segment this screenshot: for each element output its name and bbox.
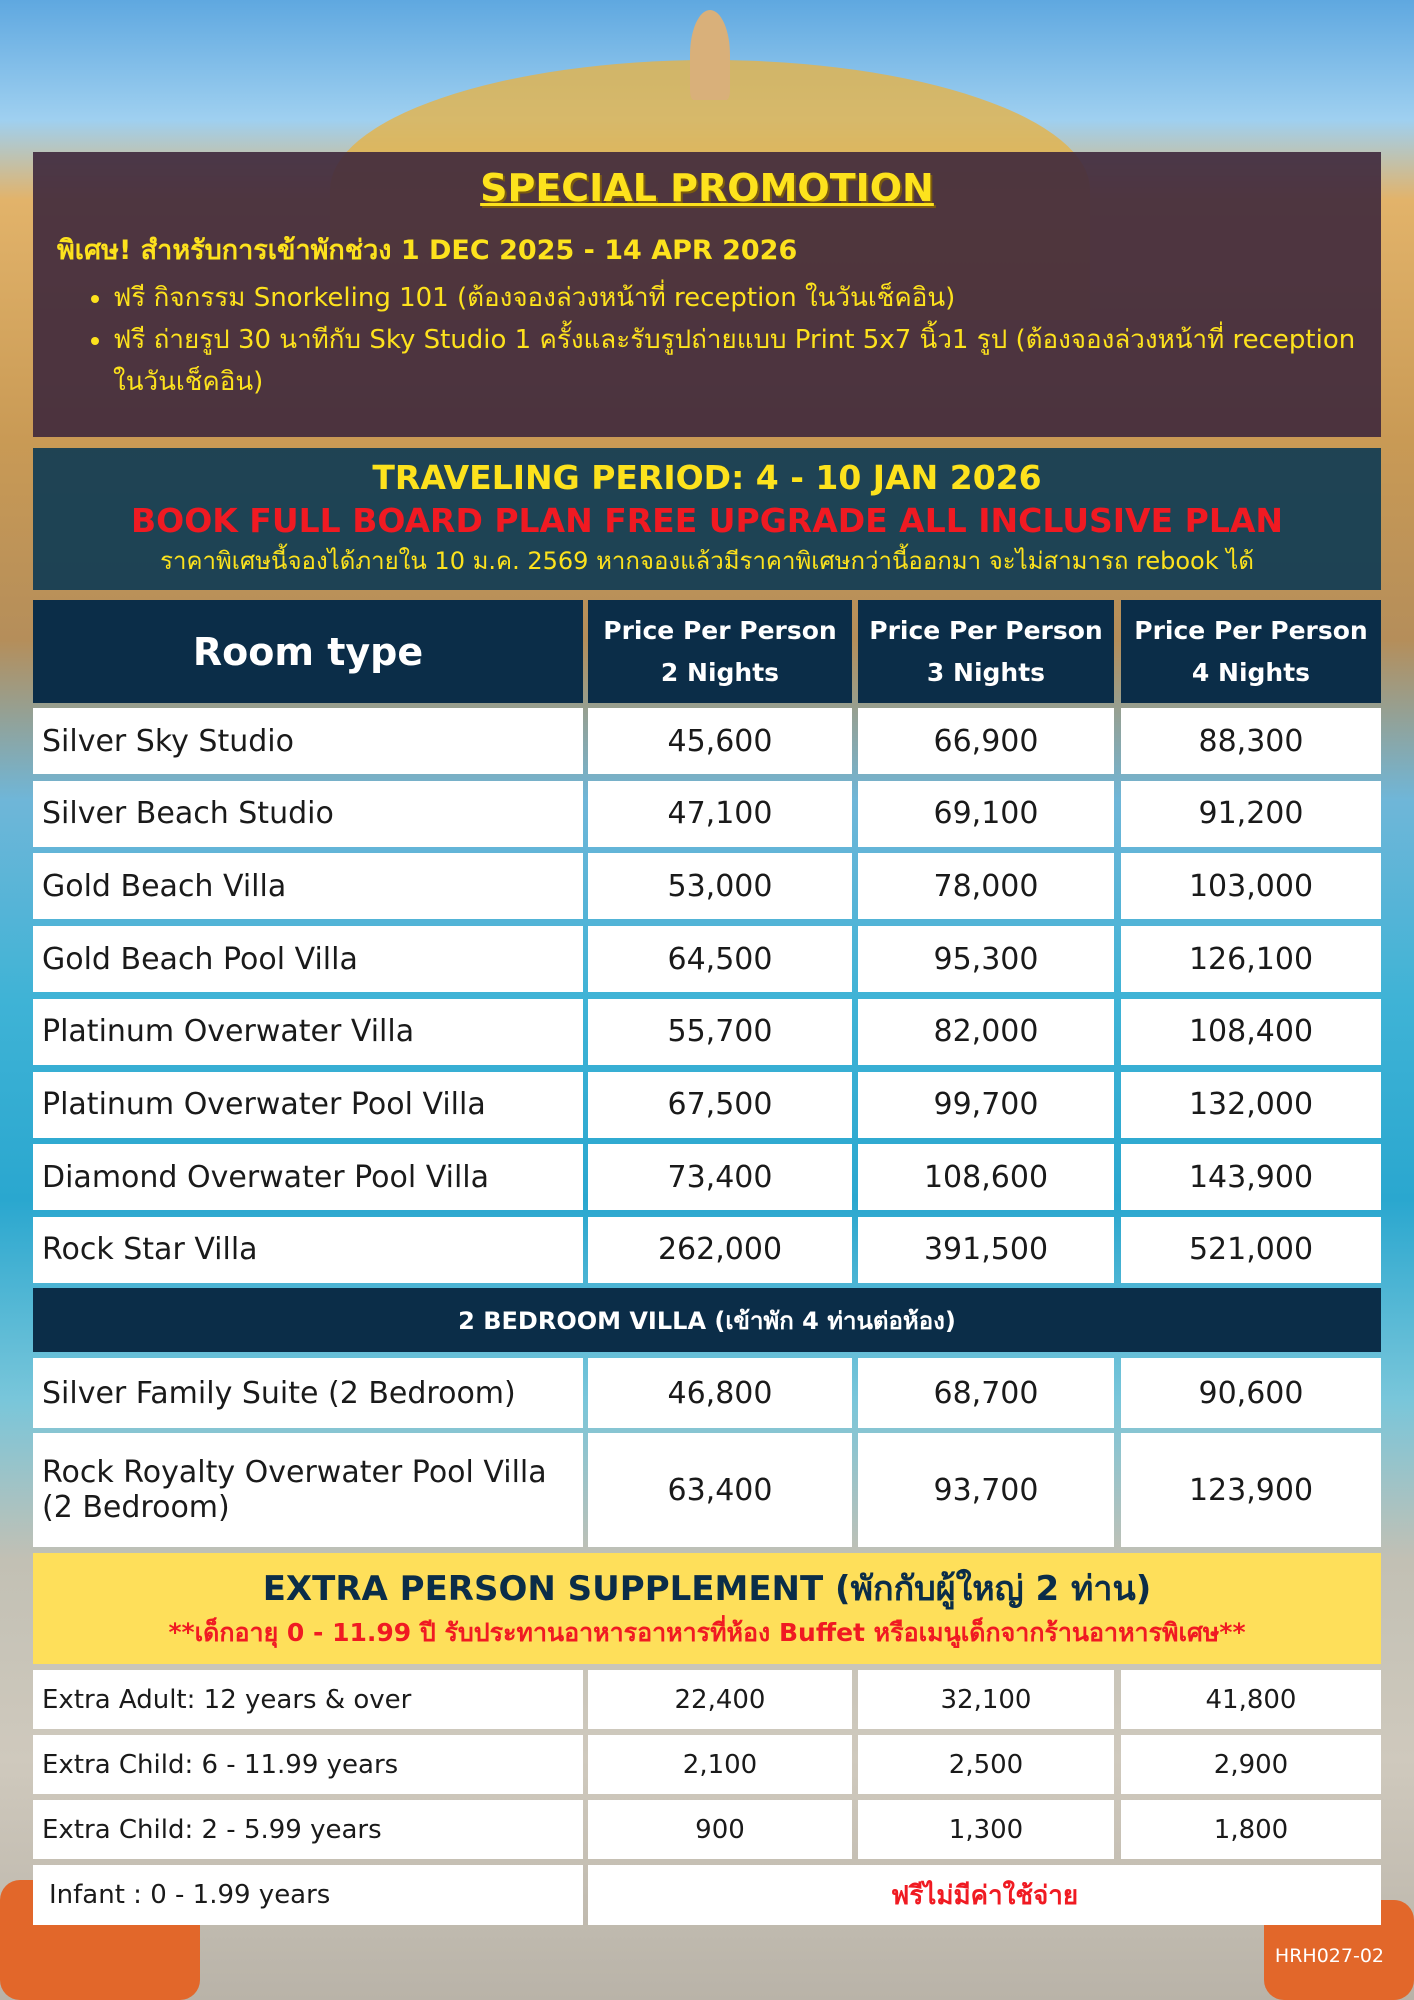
price-cell: 66,900 [858,708,1114,774]
price-cell: 67,500 [588,1072,852,1138]
price-cell: 2,100 [588,1735,852,1794]
price-cell: 68,700 [858,1358,1114,1428]
background-umbrella-tip [690,10,730,100]
promotion-subtitle: พิเศษ! สำหรับการเข้าพักช่วง 1 DEC 2025 - 14 APR 2026 [57,235,798,266]
price-cell: 63,400 [588,1433,852,1547]
room-type: Rock Star Villa [33,1217,583,1283]
price-cell: 2,900 [1121,1735,1381,1794]
price-cell: 1,300 [858,1800,1114,1859]
price-cell: 95,300 [858,926,1114,992]
room-type: Gold Beach Villa [33,853,583,919]
extra-person-header [33,1553,1381,1664]
price-cell: 132,000 [1121,1072,1381,1138]
traveling-period-box [33,448,1381,590]
price-cell: 103,000 [1121,853,1381,919]
room-type: Rock Royalty Overwater Pool Villa (2 Bedroom) [33,1433,583,1547]
column-header: Price Per Person 2 Nights [588,600,852,703]
column-header: Room type [33,600,583,703]
bedroom-villa-band: 2 BEDROOM VILLA (เข้าพัก 4 ท่านต่อห้อง) [33,1288,1381,1352]
promotion-item: • ฟรี ถ่ายรูป 30 นาทีกับ Sky Studio 1 ครั้งและรับรูปถ่ายแบบ Print 5x7 นิ้ว1 รูป (ต้องจองล่วงหน้าที่ reception ในวันเช็คอิน) [113,319,1357,403]
price-cell: 521,000 [1121,1217,1381,1283]
price-cell: 22,400 [588,1670,852,1729]
price-cell: 82,000 [858,999,1114,1065]
room-type: Silver Family Suite (2 Bedroom) [33,1358,583,1428]
price-cell: 108,400 [1121,999,1381,1065]
extra-person-type: Extra Adult: 12 years & over [33,1670,583,1729]
room-type: Platinum Overwater Pool Villa [33,1072,583,1138]
booking-note: ราคาพิเศษนี้จองได้ภายใน 10 ม.ค. 2569 หากจองแล้วมีราคาพิเศษกว่านี้ออกมา จะไม่สามารถ rebook ได้ [160,547,1254,575]
column-header: Price Per Person 4 Nights [1121,600,1381,703]
price-cell: 1,800 [1121,1800,1381,1859]
price-cell: 41,800 [1121,1670,1381,1729]
document-code: HRH027-02 [1274,1945,1384,1967]
price-cell: 99,700 [858,1072,1114,1138]
promotion-item: • ฟรี กิจกรรม Snorkeling 101 (ต้องจองล่วงหน้าที่ reception ในวันเช็คอิน) [113,277,1357,319]
column-header: Price Per Person 3 Nights [858,600,1114,703]
price-cell: 46,800 [588,1358,852,1428]
traveling-period: TRAVELING PERIOD: 4 - 10 JAN 2026 [372,458,1042,497]
room-type: Silver Sky Studio [33,708,583,774]
room-type: Silver Beach Studio [33,781,583,847]
infant-price: ฟรีไม่มีค่าใช้จ่าย [588,1865,1381,1925]
upgrade-offer: BOOK FULL BOARD PLAN FREE UPGRADE ALL INCLUSIVE PLAN [130,501,1284,540]
promotion-box [33,152,1381,437]
price-cell: 900 [588,1800,852,1859]
price-cell: 108,600 [858,1144,1114,1210]
price-cell: 262,000 [588,1217,852,1283]
price-cell: 143,900 [1121,1144,1381,1210]
price-cell: 78,000 [858,853,1114,919]
promotion-title: SPECIAL PROMOTION [480,166,934,210]
price-cell: 88,300 [1121,708,1381,774]
price-cell: 73,400 [588,1144,852,1210]
room-type: Gold Beach Pool Villa [33,926,583,992]
price-cell: 93,700 [858,1433,1114,1547]
price-cell: 53,000 [588,853,852,919]
extra-person-type: Extra Child: 6 - 11.99 years [33,1735,583,1794]
room-type: Platinum Overwater Villa [33,999,583,1065]
price-cell: 126,100 [1121,926,1381,992]
price-cell: 90,600 [1121,1358,1381,1428]
promotion-list [113,277,1357,403]
price-cell: 55,700 [588,999,852,1065]
extra-person-type: Extra Child: 2 - 5.99 years [33,1800,583,1859]
price-cell: 45,600 [588,708,852,774]
extra-person-note: **เด็กอายุ 0 - 11.99 ปี รับประทานอาหารอาหารที่ห้อง Buffet หรือเมนูเด็กจากร้านอาหารพิเศษ** [168,1618,1246,1647]
price-cell: 2,500 [858,1735,1114,1794]
price-cell: 91,200 [1121,781,1381,847]
infant-label: Infant : 0 - 1.99 years [33,1865,583,1925]
price-cell: 64,500 [588,926,852,992]
price-cell: 391,500 [858,1217,1114,1283]
price-cell: 69,100 [858,781,1114,847]
price-cell: 123,900 [1121,1433,1381,1547]
price-cell: 32,100 [858,1670,1114,1729]
price-cell: 47,100 [588,781,852,847]
room-type: Diamond Overwater Pool Villa [33,1144,583,1210]
extra-person-title: EXTRA PERSON SUPPLEMENT (พักกับผู้ใหญ่ 2 ท่าน) [262,1569,1152,1609]
